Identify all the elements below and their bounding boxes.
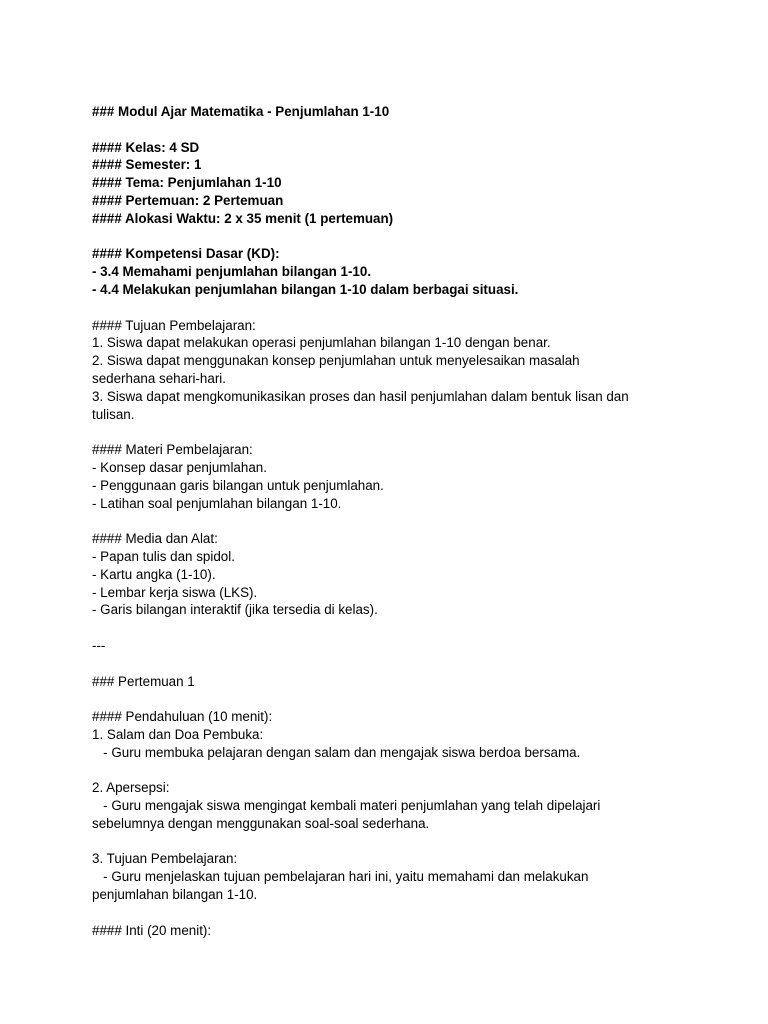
subheading: #### Inti (20 menit): xyxy=(92,922,212,938)
numbered-item: 1. Siswa dapat melakukan operasi penjumlahan bilangan 1-10 dengan benar. xyxy=(92,335,551,351)
list-item: - 4.4 Melakukan penjumlahan bilangan 1-10 dalam berbagai situasi. xyxy=(92,281,519,297)
list-item: - Guru membuka pelajaran dengan salam dan mengajak siswa berdoa bersama. xyxy=(92,744,581,760)
blank-line xyxy=(92,904,742,922)
subheading: #### Tujuan Pembelajaran: xyxy=(92,317,256,333)
text-line: sebelumnya dengan menggunakan soal-soal sederhana. xyxy=(92,815,430,831)
subheading: #### Tema: Penjumlahan 1-10 xyxy=(92,175,282,191)
blank-line xyxy=(92,655,742,673)
blank-line xyxy=(92,761,742,779)
list-item: - Konsep dasar penjumlahan. xyxy=(92,459,267,475)
text-line: penjumlahan bilangan 1-10. xyxy=(92,887,258,903)
list-item: - 3.4 Memahami penjumlahan bilangan 1-10. xyxy=(92,264,372,280)
list-item: - Garis bilangan interaktif (jika tersedia di kelas). xyxy=(92,602,378,618)
list-item: - Penggunaan garis bilangan untuk penjumlahan. xyxy=(92,477,384,493)
subheading: #### Alokasi Waktu: 2 x 35 menit (1 pertemuan) xyxy=(92,210,394,226)
subheading: #### Pertemuan: 2 Pertemuan xyxy=(92,192,284,208)
subheading: #### Pendahuluan (10 menit): xyxy=(92,709,273,725)
subheading: #### Semester: 1 xyxy=(92,157,202,173)
subheading: #### Media dan Alat: xyxy=(92,531,218,547)
blank-line xyxy=(92,619,742,637)
list-item: - Guru mengajak siswa mengingat kembali materi penjumlahan yang telah dipelajari xyxy=(92,798,601,814)
heading: ### Modul Ajar Matematika - Penjumlahan 1-10 xyxy=(92,104,390,119)
list-item: - Papan tulis dan spidol. xyxy=(92,548,235,564)
numbered-item: 3. Tujuan Pembelajaran: xyxy=(92,851,238,867)
document-page xyxy=(92,103,742,939)
blank-line xyxy=(92,690,742,708)
text-line: sederhana sehari-hari. xyxy=(92,370,226,386)
blank-line xyxy=(92,512,742,530)
blank-line xyxy=(92,121,742,139)
list-item: - Guru menjelaskan tujuan pembelajaran hari ini, yaitu memahami dan melakukan xyxy=(92,869,589,885)
text-line: tulisan. xyxy=(92,406,135,422)
list-item: - Latihan soal penjumlahan bilangan 1-10. xyxy=(92,495,342,511)
numbered-item: 2. Siswa dapat menggunakan konsep penjumlahan untuk menyelesaikan masalah xyxy=(92,353,580,369)
divider: --- xyxy=(92,637,106,653)
blank-line xyxy=(92,299,742,317)
numbered-item: 1. Salam dan Doa Pembuka: xyxy=(92,726,264,742)
list-item: - Lembar kerja siswa (LKS). xyxy=(92,584,258,600)
numbered-item: 2. Apersepsi: xyxy=(92,780,170,796)
list-item: - Kartu angka (1-10). xyxy=(92,566,216,582)
blank-line xyxy=(92,228,742,246)
numbered-item: 3. Siswa dapat mengkomunikasikan proses dan hasil penjumlahan dalam bentuk lisan dan xyxy=(92,388,629,404)
blank-line xyxy=(92,833,742,851)
subheading: #### Kelas: 4 SD xyxy=(92,139,200,155)
heading: ### Pertemuan 1 xyxy=(92,673,195,689)
subheading: #### Kompetensi Dasar (KD): xyxy=(92,246,280,262)
blank-line xyxy=(92,423,742,441)
subheading: #### Materi Pembelajaran: xyxy=(92,442,253,458)
